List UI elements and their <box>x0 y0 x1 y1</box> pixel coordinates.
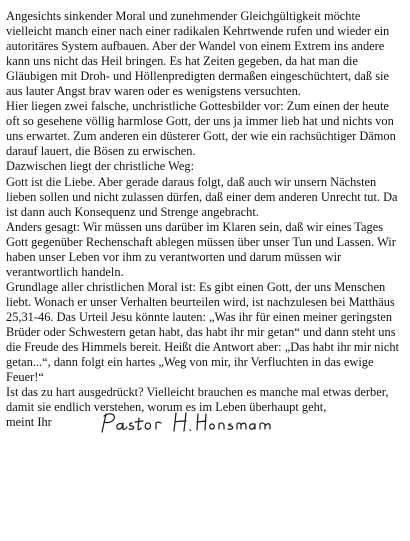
paragraph-god-is-love: Gott ist die Liebe. Aber gerade daraus folgt, daß auch wir unsern Nächsten lieben sollen und nicht zulassen dürfen, daß einer dem anderen Unrecht tut. Da ist dann auch Konsequenz und Strenge angebracht. <box>6 174 398 219</box>
closing-text: meint Ihr <box>6 415 52 430</box>
paragraph-christian-way: Dazwischen liegt der christliche Weg: <box>6 159 195 174</box>
paragraph-accountability: Anders gesagt: Wir müssen uns darüber im Klaren sein, daß wir eines Tages Gott gegenüber Rechenschaft ablegen müssen über unser Tun und Lassen. Wir haben unser Leben vor ihm zu verantworten und darum müssen wir verantwortlich handeln. <box>6 219 396 279</box>
handwritten-signature <box>96 408 276 438</box>
paragraph-question: Ist das zu hart ausgedrückt? Vielleicht brauchen es manche mal etwas derber, damit sie endlich verstehen, worum es im Leben überhaupt geht, <box>6 385 389 415</box>
letter-body <box>6 9 404 437</box>
closing-row <box>6 415 404 437</box>
paragraph-intro: Angesichts sinkender Moral und zunehmender Gleichgültigkeit möchte vielleicht manch einer nach einer radikalen Kehrtwende rufen und wieder ein autoritäres System aufbauen. Aber der Wandel von einem Extrem ins andere kann uns nicht das Heil bringen. Es hat Zeiten gegeben, da hat man die Gläubigen mit Droh- und Höllenpredigten dermaßen eingeschüchtert, daß sie aus lauter Angst brav waren oder es wenigstens versuchten. <box>6 9 390 99</box>
paragraph-foundation: Grundlage aller christlichen Moral ist: Es gibt einen Gott, der uns Menschen liebt. Wonach er unser Verhalten beurteilen wird, ist nachzulesen bei Matthäus 25,31-46. Das Urteil Jesu könnte lauten: „Was ihr für einen meiner geringsten Brüder oder Schwestern getan habt, das habt ihr mir getan“ und dann steht uns die Freude des Himmels bereit. Heißt die Antwort aber: „Das habt ihr mir nicht getan...“, dann folgt ein hartes „Weg von mir, ihr Verfluchten in das ewige Feuer!“ <box>6 279 399 385</box>
paragraph-false-images: Hier liegen zwei falsche, unchristliche Gottesbilder vor: Zum einen der heute oft so gesehene völlig harmlose Gott, der uns ja immer lieb hat und nichts von uns erwartet. Zum anderen ein düsterer Gott, der wie ein rachsüchtiger Dämon darauf lauert, die Bösen zu erwischen. <box>6 99 396 159</box>
